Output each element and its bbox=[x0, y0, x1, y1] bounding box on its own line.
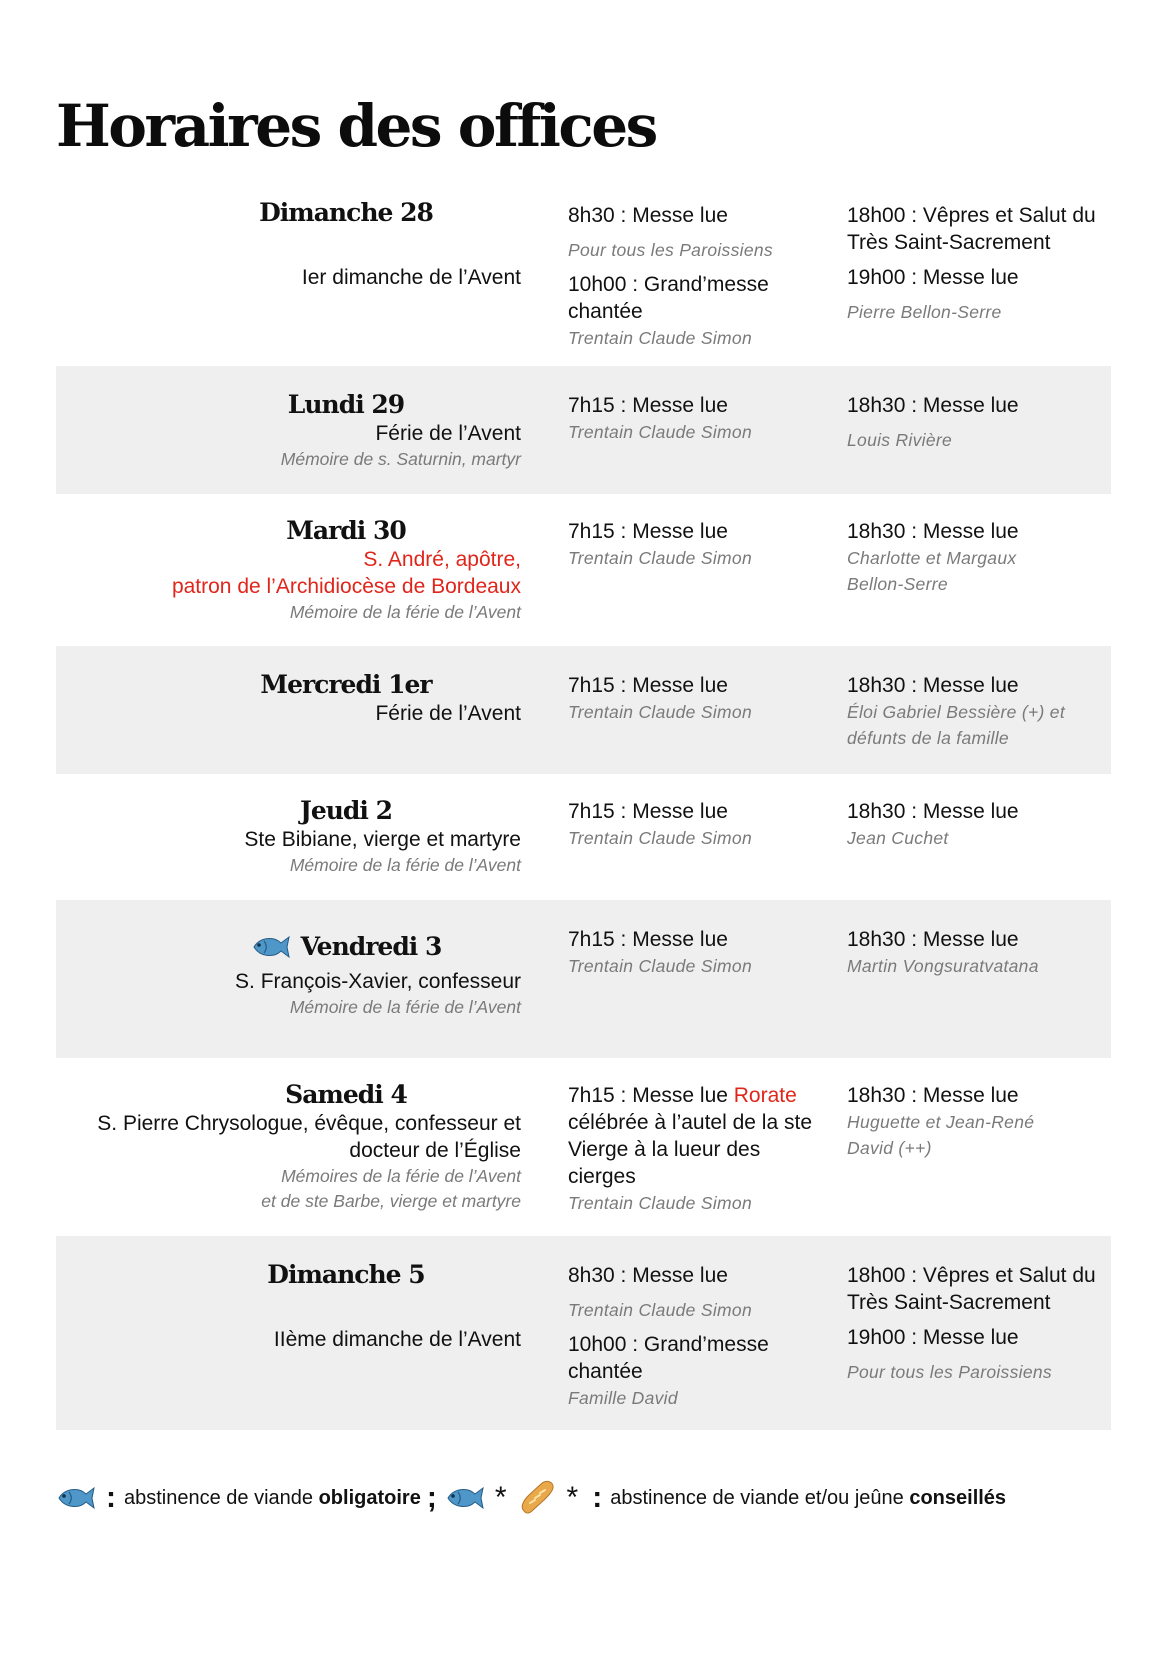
day-name: Dimanche 28 bbox=[259, 198, 433, 227]
mass-time: 7h15 : Messe lue bbox=[568, 674, 728, 697]
evening-masses bbox=[847, 1262, 1112, 1385]
mass-intention: Trentain Claude Simon bbox=[568, 1300, 752, 1320]
legend-text-2: abstinence de viande et/ou jeûne bbox=[610, 1486, 910, 1509]
legend-star: * bbox=[494, 1481, 507, 1514]
mass-time: 18h00 : Vêpres et Salut du Très Saint-Sacrement bbox=[847, 204, 1096, 254]
mass-time: 8h30 : Messe lue bbox=[568, 204, 728, 227]
mass-time: 7h15 : Messe lue bbox=[568, 800, 728, 823]
day-name: Jeudi 2 bbox=[300, 796, 392, 825]
morning-masses bbox=[568, 518, 823, 571]
memoire-label: Mémoire de la férie de l’Avent bbox=[289, 997, 521, 1017]
mass-intention: Louis Rivière bbox=[847, 430, 953, 450]
fish-icon bbox=[445, 1485, 485, 1511]
mass-time: 18h00 : Vêpres et Salut du Très Saint-Sacrement bbox=[847, 1264, 1096, 1314]
evening-masses bbox=[847, 202, 1112, 325]
legend-separator: ; bbox=[426, 1481, 437, 1514]
mass-intention: Pierre Bellon-Serre bbox=[847, 302, 1002, 322]
feast-label: docteur de l’Église bbox=[349, 1139, 521, 1162]
bread-icon bbox=[517, 1478, 557, 1518]
schedule-row bbox=[56, 1236, 1111, 1430]
memoire-label: et de ste Barbe, vierge et martyre bbox=[261, 1191, 521, 1211]
schedule-row bbox=[56, 494, 1111, 646]
evening-masses bbox=[847, 1082, 1112, 1161]
mass-intention: Trentain Claude Simon bbox=[568, 328, 752, 348]
mass-description: célébrée à l’autel de la ste Vierge à la lueur des cierges bbox=[568, 1111, 812, 1188]
memoire-label: Mémoire de la férie de l’Avent bbox=[289, 602, 521, 622]
morning-masses bbox=[568, 202, 823, 351]
memoire-label: Mémoire de s. Saturnin, martyr bbox=[280, 449, 521, 469]
legend-text-1: abstinence de viande bbox=[124, 1486, 319, 1509]
evening-masses bbox=[847, 672, 1112, 751]
legend-bold-1: obligatoire bbox=[318, 1486, 421, 1509]
feast-label: Ste Bibiane, vierge et martyre bbox=[244, 828, 521, 851]
morning-masses bbox=[568, 392, 823, 445]
morning-masses bbox=[568, 926, 823, 979]
evening-masses bbox=[847, 392, 1112, 453]
morning-masses bbox=[568, 672, 823, 725]
day-cell bbox=[56, 390, 521, 472]
mass-time: 18h30 : Messe lue bbox=[847, 520, 1019, 543]
mass-intention: Trentain Claude Simon bbox=[568, 828, 752, 848]
mass-time: 7h15 : Messe lue bbox=[568, 394, 728, 417]
mass-time: 18h30 : Messe lue bbox=[847, 800, 1019, 823]
mass-time: 7h15 : Messe lue bbox=[568, 928, 728, 951]
legend bbox=[56, 1478, 1116, 1518]
day-cell bbox=[56, 516, 521, 625]
feast-label: Férie de l’Avent bbox=[375, 422, 521, 445]
mass-intention: Trentain Claude Simon bbox=[568, 1193, 752, 1213]
evening-masses bbox=[847, 518, 1112, 597]
day-cell bbox=[56, 1260, 521, 1353]
legend-star: * bbox=[566, 1481, 579, 1514]
day-cell bbox=[56, 796, 521, 878]
memoire-label: Mémoire de la férie de l’Avent bbox=[289, 855, 521, 875]
mass-intention: défunts de la famille bbox=[847, 728, 1009, 748]
mass-intention: Pour tous les Paroissiens bbox=[568, 240, 773, 260]
day-name: Samedi 4 bbox=[285, 1080, 407, 1109]
fish-icon bbox=[251, 934, 291, 960]
day-cell bbox=[56, 932, 521, 1020]
schedule-row bbox=[56, 198, 1111, 366]
mass-time-text: 7h15 : Messe lue bbox=[568, 1084, 734, 1107]
evening-masses bbox=[847, 926, 1112, 979]
mass-intention: Trentain Claude Simon bbox=[568, 956, 752, 976]
schedule-row bbox=[56, 646, 1111, 774]
mass-intention: Jean Cuchet bbox=[847, 828, 949, 848]
day-name bbox=[196, 932, 496, 962]
day-cell bbox=[56, 670, 521, 727]
schedule-row bbox=[56, 774, 1111, 900]
rorate-label: Rorate bbox=[733, 1084, 797, 1107]
schedule-table bbox=[56, 198, 1111, 1430]
day-name: Lundi 29 bbox=[287, 390, 405, 419]
mass-time: 18h30 : Messe lue bbox=[847, 674, 1019, 697]
mass-time: 19h00 : Messe lue bbox=[847, 1326, 1019, 1349]
legend-colon: : bbox=[592, 1481, 603, 1514]
feast-label: S. Pierre Chrysologue, évêque, confesseur et bbox=[97, 1112, 521, 1135]
legend-bold-2: conseillés bbox=[909, 1486, 1007, 1509]
feast-label: patron de l’Archidiocèse de Bordeaux bbox=[171, 575, 521, 598]
morning-masses bbox=[568, 798, 823, 851]
mass-intention: Famille David bbox=[568, 1388, 678, 1408]
schedule-row bbox=[56, 900, 1111, 1058]
fish-icon bbox=[56, 1485, 96, 1511]
mass-intention: Éloi Gabriel Bessière (+) et bbox=[847, 702, 1065, 722]
legend-colon: : bbox=[106, 1481, 116, 1514]
mass-time: 19h00 : Messe lue bbox=[847, 266, 1019, 289]
mass-intention: Bellon-Serre bbox=[847, 574, 948, 594]
day-name: Dimanche 5 bbox=[267, 1260, 425, 1289]
mass-time: 18h30 : Messe lue bbox=[847, 928, 1019, 951]
mass-time: 18h30 : Messe lue bbox=[847, 1084, 1019, 1107]
evening-masses bbox=[847, 798, 1112, 851]
schedule-row bbox=[56, 1058, 1111, 1236]
mass-time: 10h00 : Grand’messe chantée bbox=[568, 1333, 769, 1383]
day-name: Mercredi 1er bbox=[260, 670, 432, 699]
mass-time: 8h30 : Messe lue bbox=[568, 1264, 728, 1287]
feast-label: S. André, apôtre, bbox=[363, 548, 521, 571]
mass-intention: Trentain Claude Simon bbox=[568, 422, 752, 442]
day-cell bbox=[56, 198, 521, 291]
day-name-text: Vendredi 3 bbox=[300, 932, 442, 961]
mass-intention: Charlotte et Margaux bbox=[847, 548, 1017, 568]
day-cell bbox=[56, 1080, 521, 1214]
feast-label: S. François-Xavier, confesseur bbox=[235, 970, 521, 993]
mass-intention: Pour tous les Paroissiens bbox=[847, 1362, 1052, 1382]
page-title: Horaires des offices bbox=[56, 92, 656, 160]
mass-intention: Martin Vongsuratvatana bbox=[847, 956, 1039, 976]
mass-time: 7h15 : Messe lue bbox=[568, 520, 728, 543]
schedule-row bbox=[56, 366, 1111, 494]
mass-intention: David (++) bbox=[847, 1138, 932, 1158]
feast-label: Ier dimanche de l’Avent bbox=[301, 266, 521, 289]
mass-intention: Trentain Claude Simon bbox=[568, 702, 752, 722]
mass-intention: Trentain Claude Simon bbox=[568, 548, 752, 568]
feast-label: IIème dimanche de l’Avent bbox=[273, 1328, 521, 1351]
mass-time: 10h00 : Grand’messe chantée bbox=[568, 273, 769, 323]
mass-time: 18h30 : Messe lue bbox=[847, 394, 1019, 417]
day-name: Mardi 30 bbox=[286, 516, 406, 545]
feast-label: Férie de l’Avent bbox=[375, 702, 521, 725]
memoire-label: Mémoires de la férie de l’Avent bbox=[281, 1166, 521, 1186]
morning-masses bbox=[568, 1082, 823, 1216]
mass-intention: Huguette et Jean-René bbox=[847, 1112, 1035, 1132]
morning-masses bbox=[568, 1262, 823, 1411]
mass-time bbox=[568, 1082, 823, 1190]
